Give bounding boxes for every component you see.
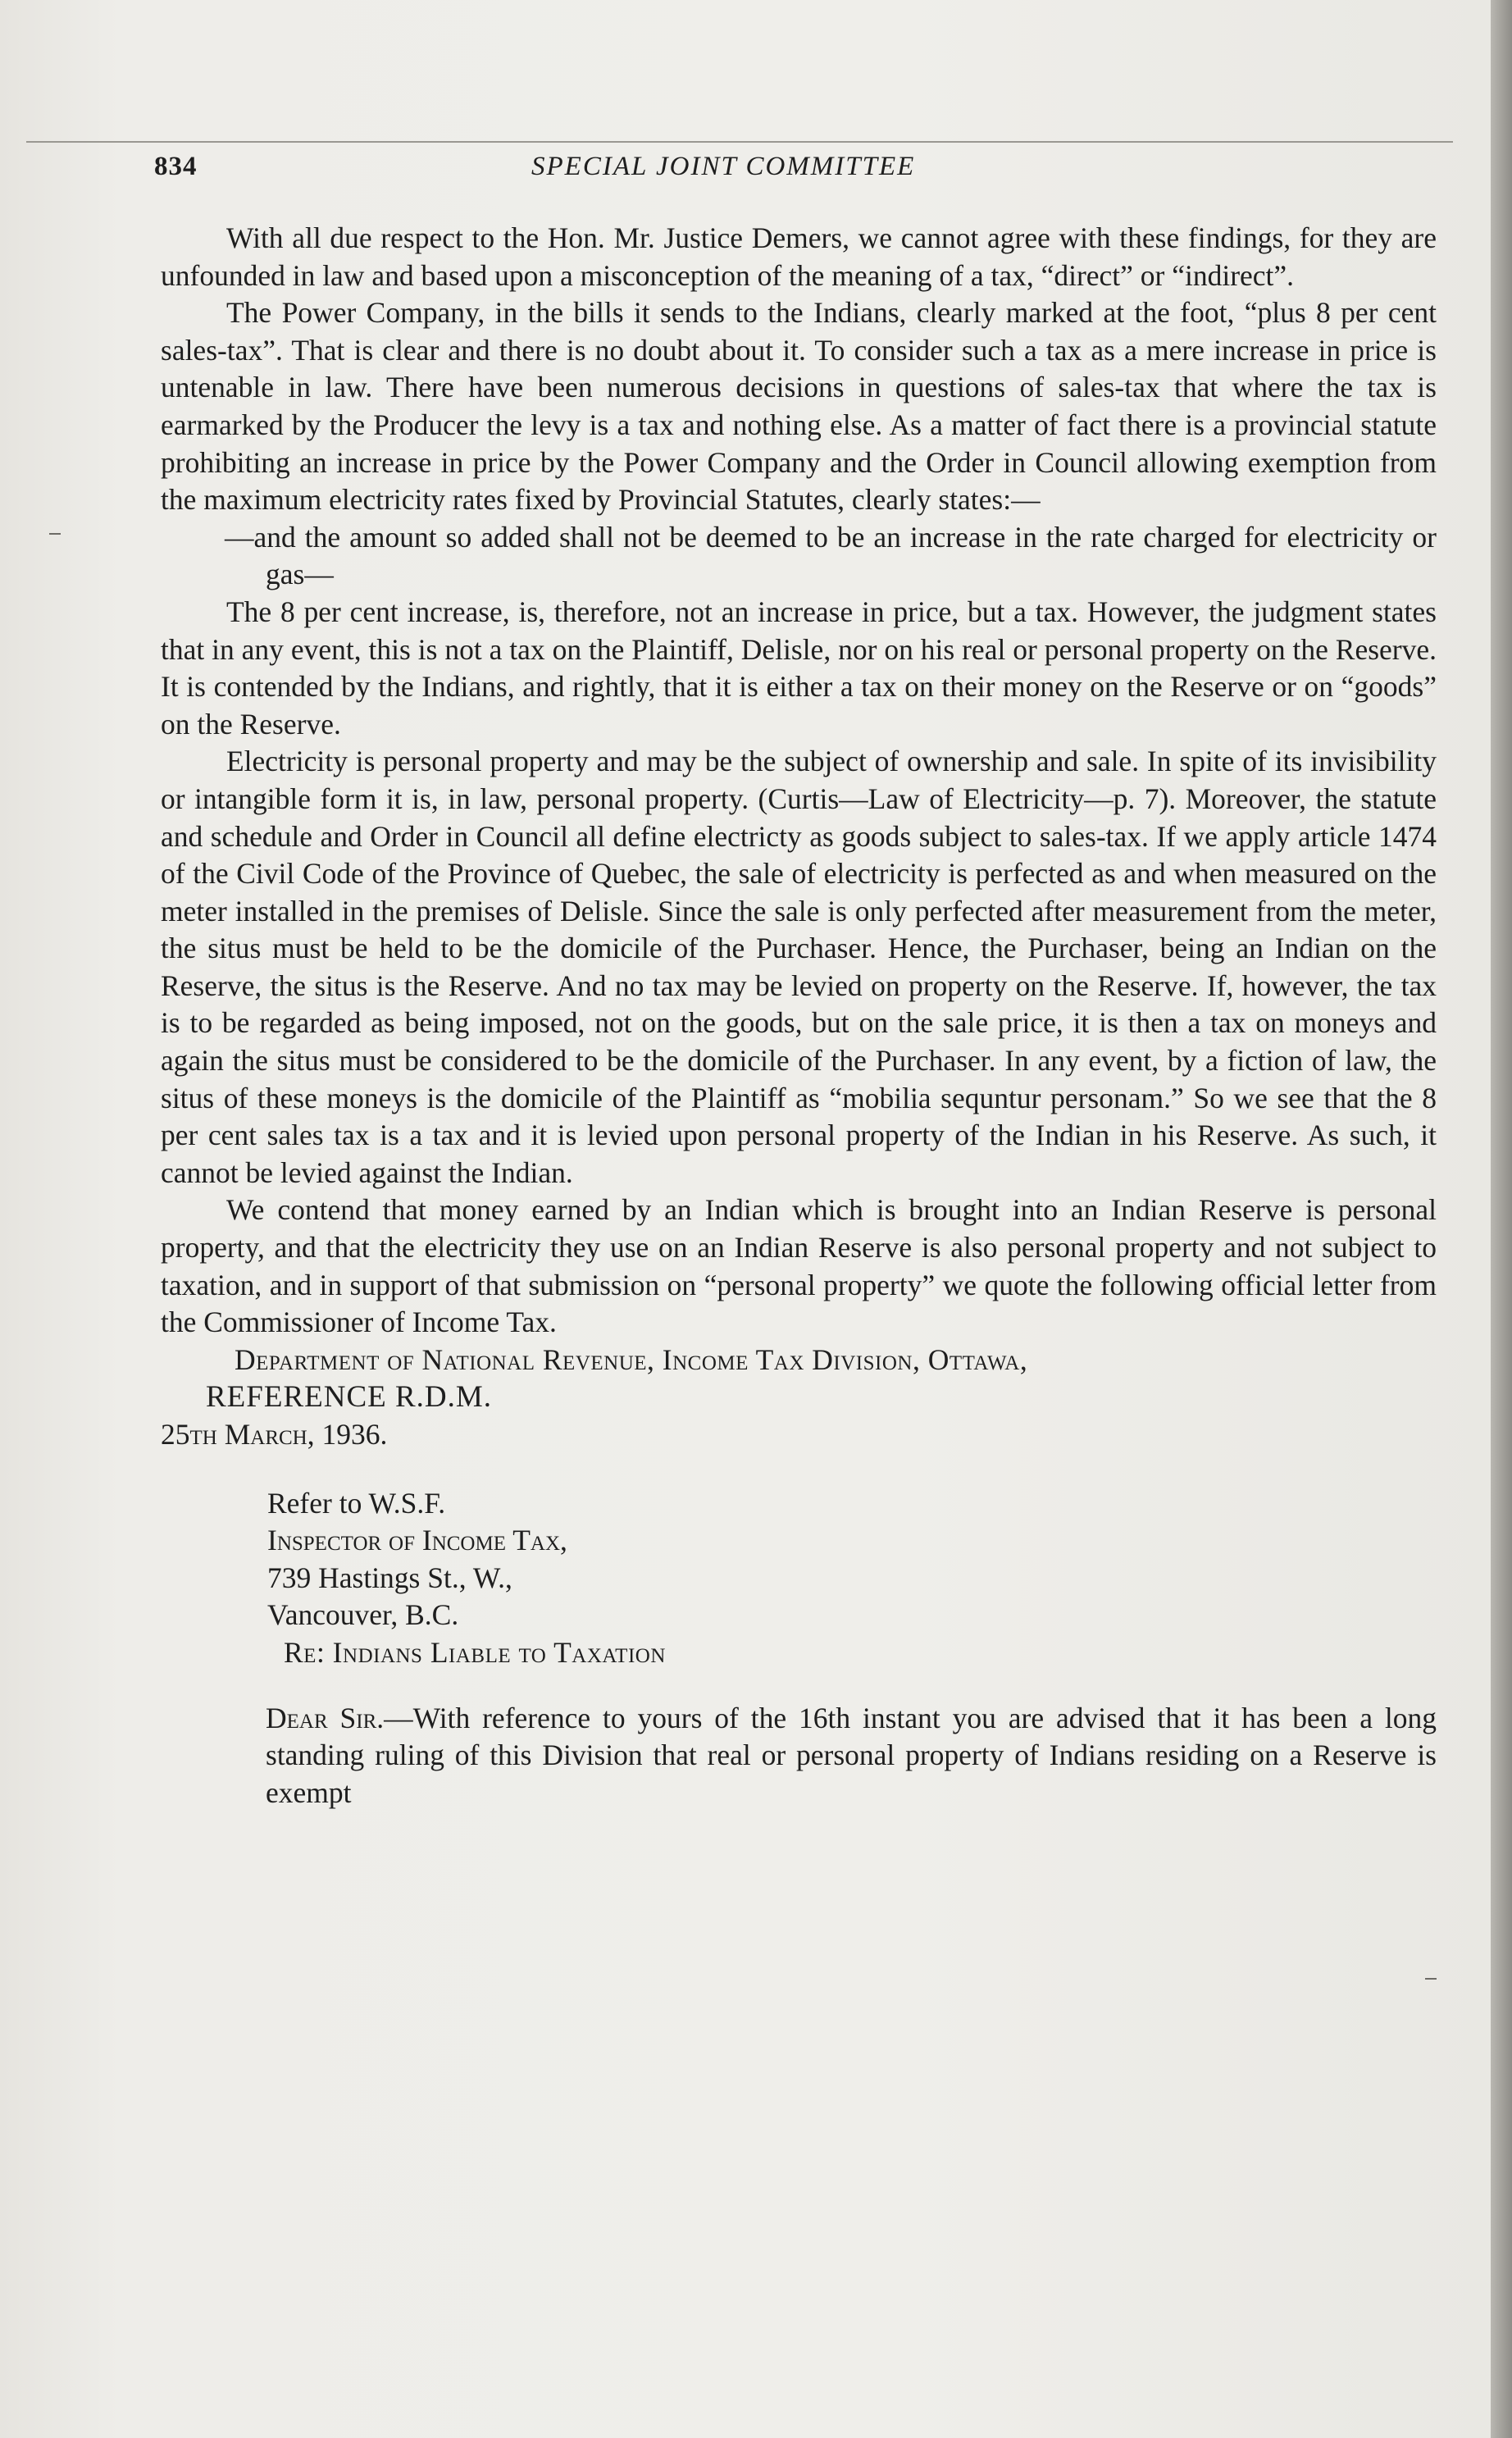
paragraph-3: The 8 per cent increase, is, therefore, not an increase in price, but a tax. However, the judgment states that in any event, this is not a tax on the Plaintiff, Delisle, nor on his real or personal property on the Reserve. It is contended by the Indians, and rightly, that it is either a tax on their money on the Reserve or on “goods” on the Reserve. — [161, 595, 1437, 741]
block-quote: —and the amount so added shall not be deemed to be an increase in the rate charged for electricity or gas— — [225, 520, 1437, 591]
margin-mark — [1425, 1978, 1437, 1980]
letter-reference: REFERENCE R.D.M. — [206, 1380, 493, 1415]
body-text — [161, 220, 1437, 1811]
address-line: Refer to W.S.F. — [267, 1486, 446, 1520]
address-line: Inspector of Income Tax, — [267, 1524, 567, 1557]
running-head: SPECIAL JOINT COMMITTEE — [531, 152, 916, 181]
top-rule — [26, 141, 1453, 143]
letter-address — [161, 1485, 1437, 1634]
letter-body — [161, 1700, 1437, 1812]
paragraph-1: With all due respect to the Hon. Mr. Justice Demers, we cannot agree with these findings, for they are unfounded in law and based upon a misconception of the meaning of a tax, “direct” or “indirect”. — [161, 221, 1437, 292]
page-header — [0, 152, 1491, 193]
letter-department: Department of National Revenue, Income Tax Division, Ottawa, — [235, 1342, 1028, 1376]
paragraph-5: We contend that money earned by an Indian which is brought into an Indian Reserve is personal property, and that the electricity they use on an Indian Reserve is also personal property and not subject to taxation, and in support of that submission on “personal property” we quote the following official letter from the Commissioner of Income Tax. — [161, 1193, 1437, 1339]
letter-date: 25th March, 1936. — [161, 1418, 388, 1451]
paragraph-4: Electricity is personal property and may be the subject of ownership and sale. In spite of its invisibility or intangible form it is, in law, personal property. (Curtis—Law of Electricity—p. 7). Moreover, the statute and schedule and Order in Council all define electricty as goods subject to sales-tax. If we apply article 1474 of the Civil Code of the Province of Quebec, the sale of electricity is perfected as and when measured on the meter installed in the premises of Delisle. Since the sale is only perfected after measurement from the meter, the situs must be held to be the domicile of the Purchaser. Hence, the Purchaser, being an Indian on the Reserve, the situs is the Reserve. And no tax may be levied on property on the Reserve. If, however, the tax is to be regarded as being imposed, not on the goods, but on the sale price, it is then a tax on moneys and again the situs must be considered to be the domicile of the Purchaser. In any event, by a fiction of law, the situs of these moneys is the domicile of the Plaintiff as “mobilia sequntur personam.” So we see that the 8 per cent sales tax is a tax and it is levied upon personal property of the Indian in his Reserve. As such, it cannot be levied against the Indian. — [161, 745, 1437, 1189]
letter-subject: Re: Indians Liable to Taxation — [284, 1635, 666, 1669]
address-line: Vancouver, B.C. — [267, 1598, 459, 1632]
paragraph-2: The Power Company, in the bills it sends to the Indians, clearly marked at the foot, “plus 8 per cent sales-tax”. That is clear and there is no doubt about it. To consider such a tax as a mere increase in price is untenable in law. There have been numerous decisions in questions of sales-tax that where the tax is earmarked by the Producer the levy is a tax and nothing else. As a matter of fact there is a provincial statute prohibiting an increase in price by the Power Company and the Order in Council allowing exemption from the maximum electricity rates fixed by Provincial Statutes, clearly states:— — [161, 296, 1437, 517]
page-edge — [1491, 0, 1512, 2438]
margin-mark — [49, 533, 61, 535]
page-number: 834 — [154, 152, 198, 181]
letter-body-text: —With reference to yours of the 16th instant you are advised that it has been a long standing ruling of this Division that real or personal property of Indians residing on a Reserve is exempt — [266, 1701, 1437, 1809]
letter-salutation: Dear Sir. — [266, 1701, 385, 1734]
address-line: 739 Hastings St., W., — [267, 1561, 512, 1594]
